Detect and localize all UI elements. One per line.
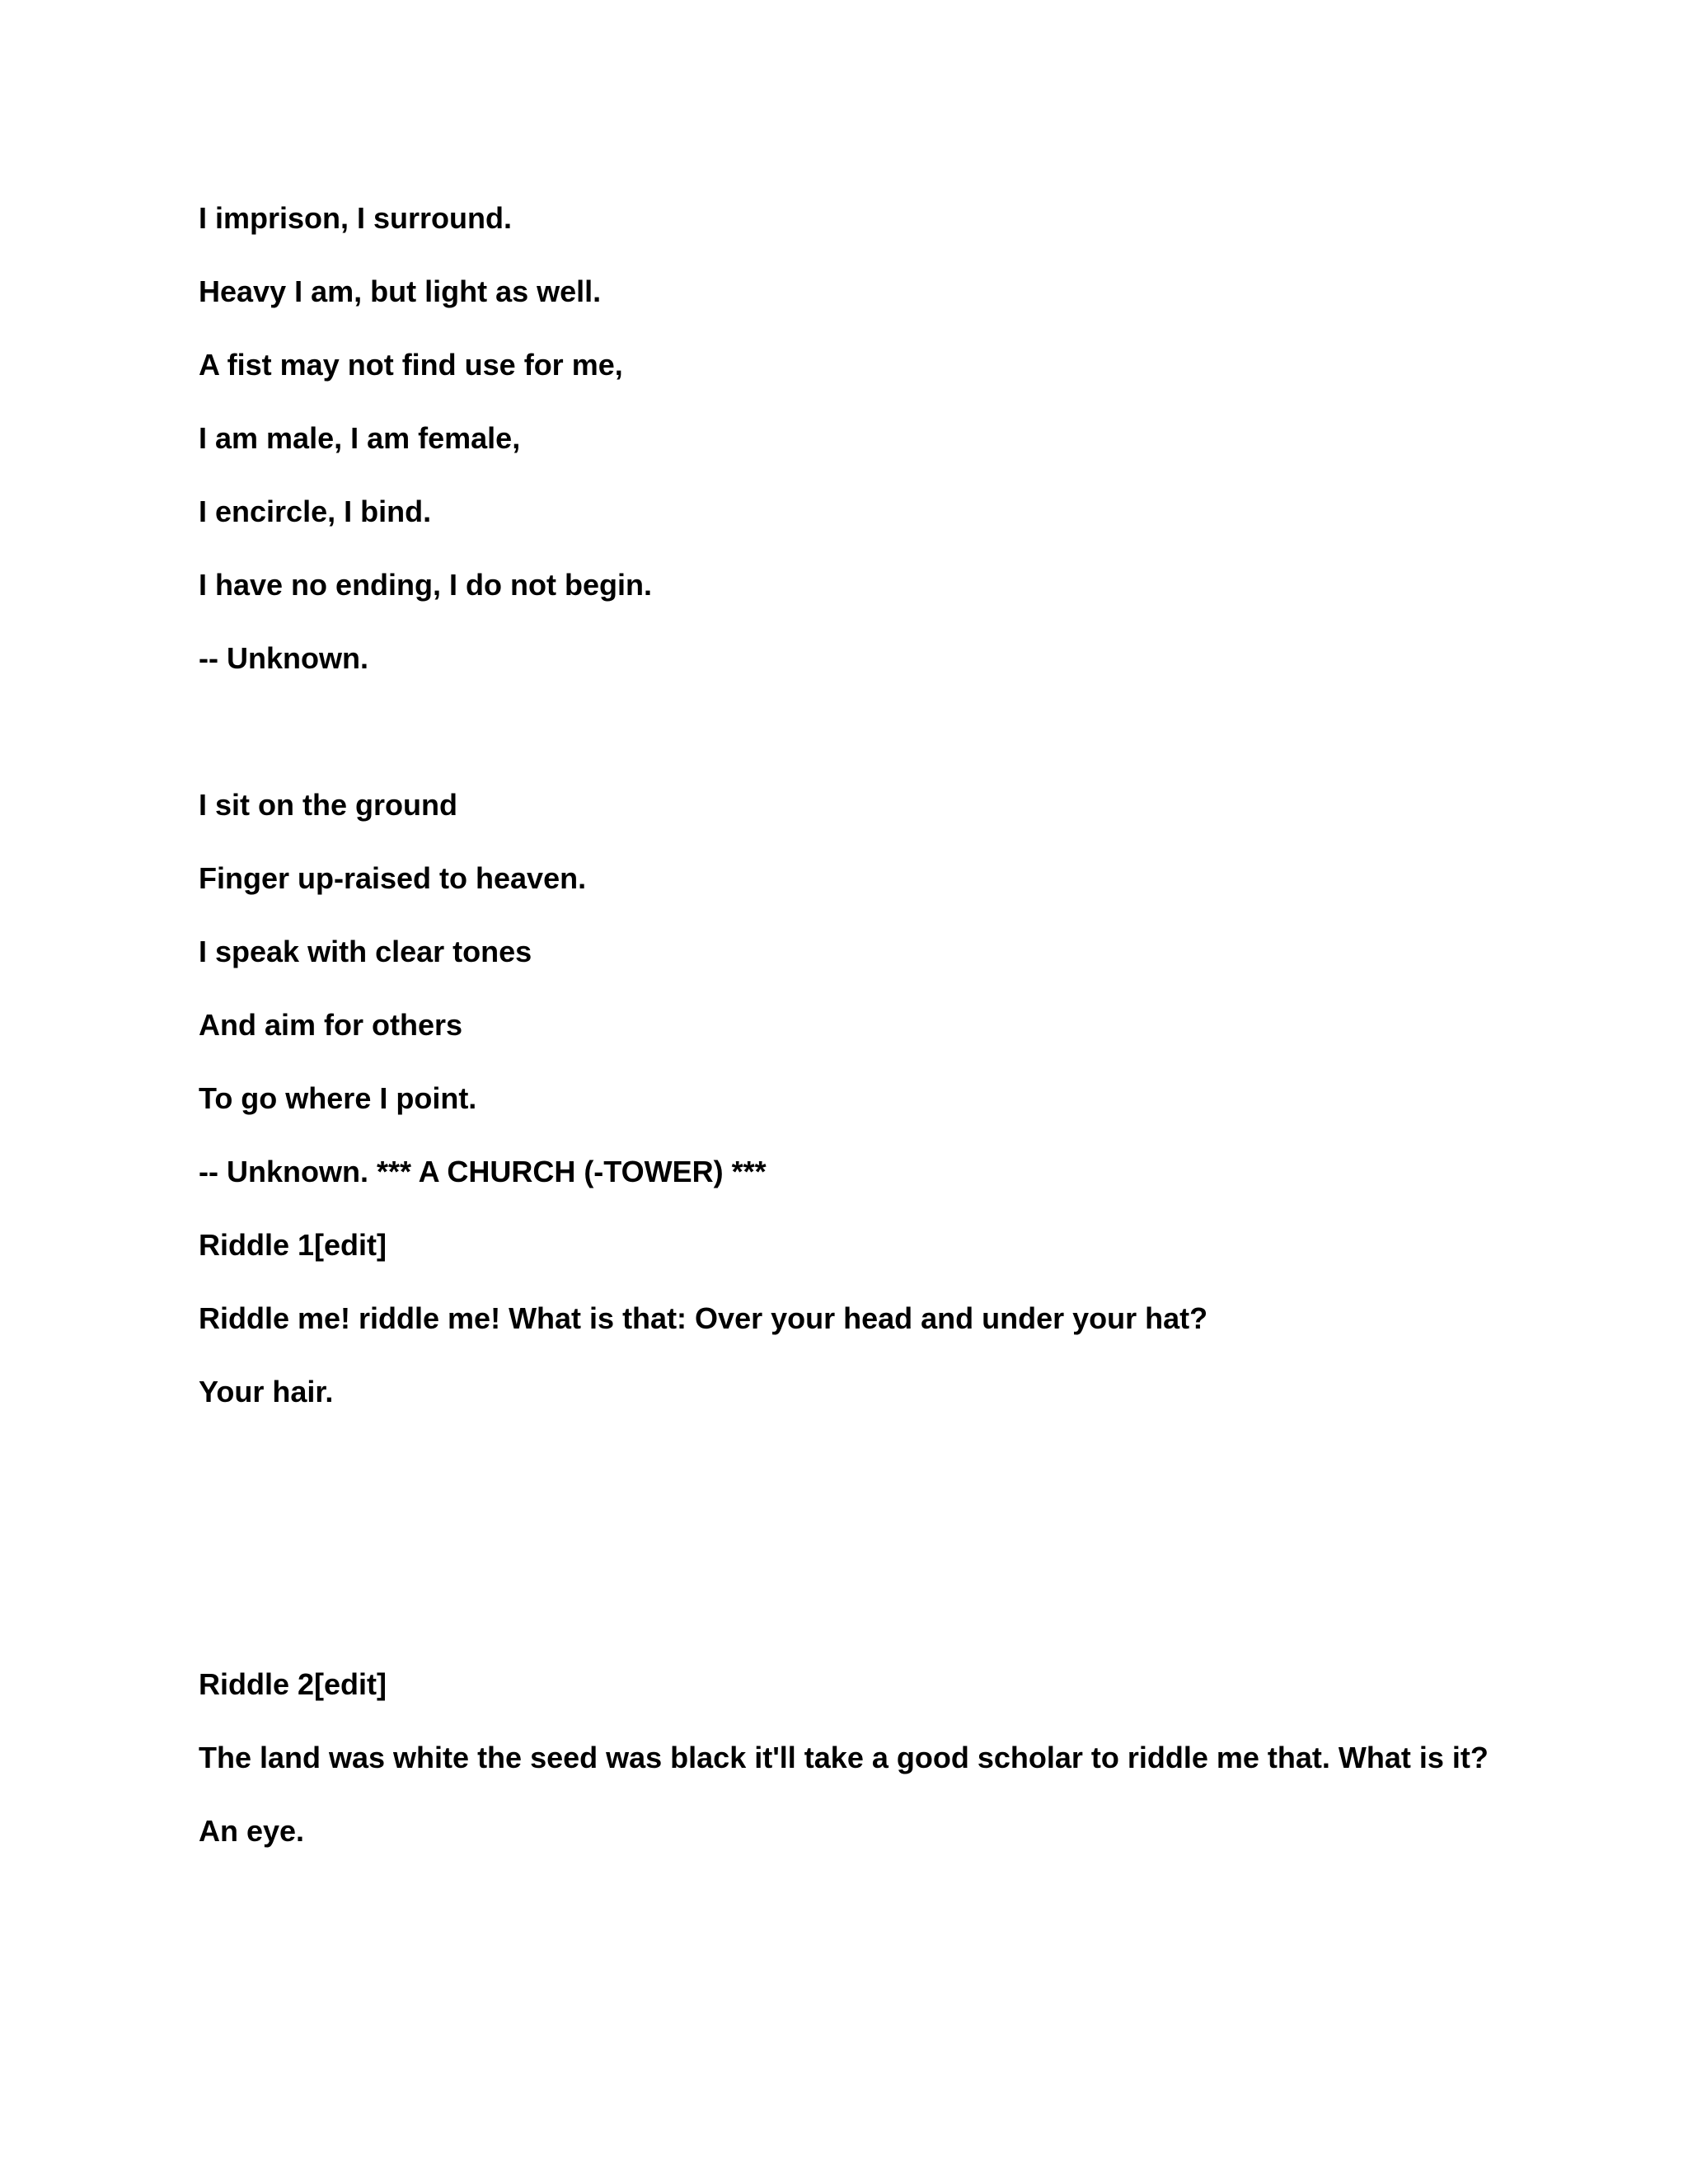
riddle-a-line-6: I have no ending, I do not begin. (199, 568, 652, 602)
riddle-a-line-3: A fist may not find use for me, (199, 348, 623, 382)
riddle-b-line-4: And aim for others (199, 1008, 463, 1042)
riddle-b-line-3: I speak with clear tones (199, 935, 532, 968)
riddle-a-attribution: -- Unknown. (199, 641, 368, 675)
riddle-2-question: The land was white the seed was black it'll take a good scholar to riddle me that. What is it? (199, 1741, 1489, 1774)
riddle-a-line-5: I encircle, I bind. (199, 494, 432, 528)
riddle-a-line-2: Heavy I am, but light as well. (199, 274, 602, 308)
riddle-1-question: Riddle me! riddle me! What is that: Over your head and under your hat? (199, 1301, 1208, 1335)
riddle-a-line-1: I imprison, I surround. (199, 201, 513, 235)
riddle-2-heading: Riddle 2[edit] (199, 1667, 387, 1701)
riddle-2-answer: An eye. (199, 1814, 305, 1848)
riddle-b-attribution: -- Unknown. *** A CHURCH (-TOWER) *** (199, 1155, 767, 1188)
riddle-1-heading: Riddle 1[edit] (199, 1228, 387, 1262)
riddle-b-line-1: I sit on the ground (199, 788, 457, 822)
riddle-b-line-2: Finger up-raised to heaven. (199, 861, 587, 895)
riddle-a-line-4: I am male, I am female, (199, 421, 521, 455)
riddle-1-answer: Your hair. (199, 1375, 334, 1408)
riddle-b-line-5: To go where I point. (199, 1081, 477, 1115)
